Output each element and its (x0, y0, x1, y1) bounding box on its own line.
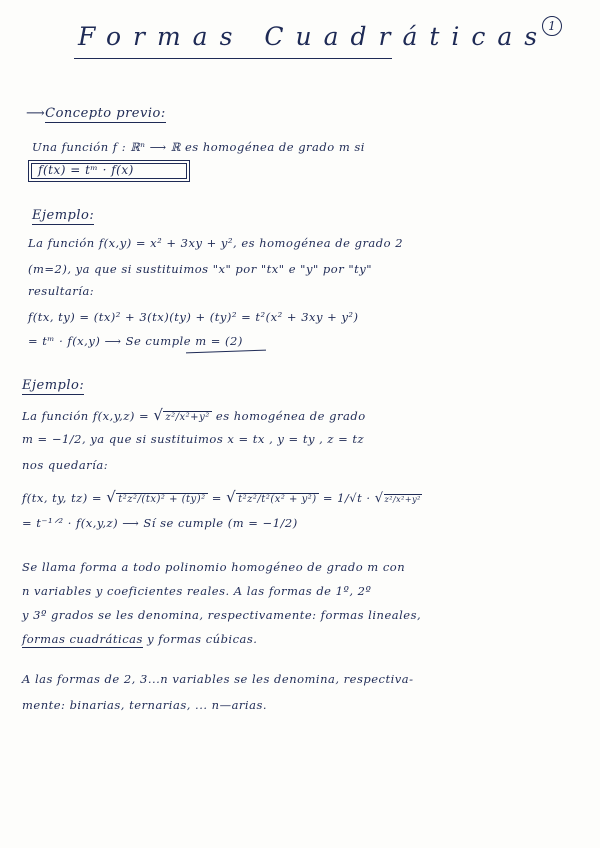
definicion-line2: n variables y coeficientes reales. A las formas de 1º, 2º (22, 584, 372, 598)
concepto-heading: ⟶Concepto previo: (26, 106, 166, 121)
formas-cuadraticas-term: formas cuadráticas (22, 632, 143, 646)
sqrt-expression-2: t²z²/(tx)² + (ty)² (118, 494, 206, 505)
concepto-definition-line: Una función f : ℝⁿ ⟶ ℝ es homogénea de grado m si (32, 140, 365, 154)
sqrt-expression-3: t²z²/t²(x² + y²) (238, 494, 317, 505)
ejemplo2-line3: nos quedaría: (22, 458, 109, 472)
equals-sign-1: = (207, 491, 227, 505)
formas-cubicas-text: y formas cúbicas. (142, 632, 258, 646)
definicion-line5: A las formas de 2, 3...n variables se les denomina, respectiva- (22, 672, 414, 686)
definicion-line3: y 3º grados se les denomina, respectivamente: formas lineales, (22, 608, 422, 622)
sqrt-expression-4: z²/x²+y² (384, 495, 421, 504)
se-cumple-underline (186, 350, 266, 354)
ejemplo1-heading-text: Ejemplo: (32, 208, 95, 223)
title-underline (74, 58, 392, 59)
definicion-line1: Se llama forma a todo polinomio homogéneo de grado m con (22, 560, 406, 574)
ejemplo1-heading (32, 208, 94, 223)
ejemplo1-line3: resultaría: (28, 284, 95, 298)
sqrt-expression-1: z²/x²+y² (165, 412, 210, 423)
ejemplo2-heading (22, 378, 84, 393)
ejemplo2-line4: f(tx, ty, tz) = √ t²z²/(tx)² + (ty)² = √ t²z²/t²(x² + y²) = 1/√t · √z²/x²+y² (22, 488, 421, 506)
ejemplo2-heading-text: Ejemplo: (22, 378, 85, 393)
simplified-factor: = 1/√t · (318, 491, 375, 505)
ejemplo2-line1: La función f(x,y,z) = √ z²/x²+y² es homogénea de grado (22, 406, 366, 424)
definicion-line4 (22, 632, 257, 646)
ejemplo2-line5: = t⁻¹ᐟ² · f(x,y,z) ⟶ Sí se cumple (m = −1/2) (22, 516, 298, 530)
concepto-heading-text: Concepto previo: (45, 106, 166, 121)
homogeneity-formula: f(tx) = tᵐ · f(x) (38, 163, 134, 177)
ejemplo2-substitution-text: f(tx, ty, tz) = (22, 491, 107, 505)
ejemplo1-line1: La función f(x,y) = x² + 3xy + y², es homogénea de grado 2 (28, 236, 404, 250)
definicion-line6: mente: binarias, ternarias, ... n—arias. (22, 698, 268, 712)
ejemplo1-line4: f(tx, ty) = (tx)² + 3(tx)(ty) + (ty)² = t²(x² + 3xy + y²) (28, 310, 359, 324)
ejemplo1-line2: (m=2), ya que si sustituimos "x" por "tx" e "y" por "ty" (28, 262, 373, 276)
ejemplo2-homogeneous-text: es homogénea de grado (211, 409, 366, 423)
page-number: 1 (542, 16, 562, 36)
ejemplo1-line5: = tᵐ · f(x,y) ⟶ Se cumple m = (2) (28, 334, 243, 348)
page-title: Formas Cuadráticas (78, 22, 550, 51)
ejemplo2-line2: m = −1/2, ya que si sustituimos x = tx , y = ty , z = tz (22, 432, 365, 446)
ejemplo2-function-text: La función f(x,y,z) = (22, 409, 154, 423)
